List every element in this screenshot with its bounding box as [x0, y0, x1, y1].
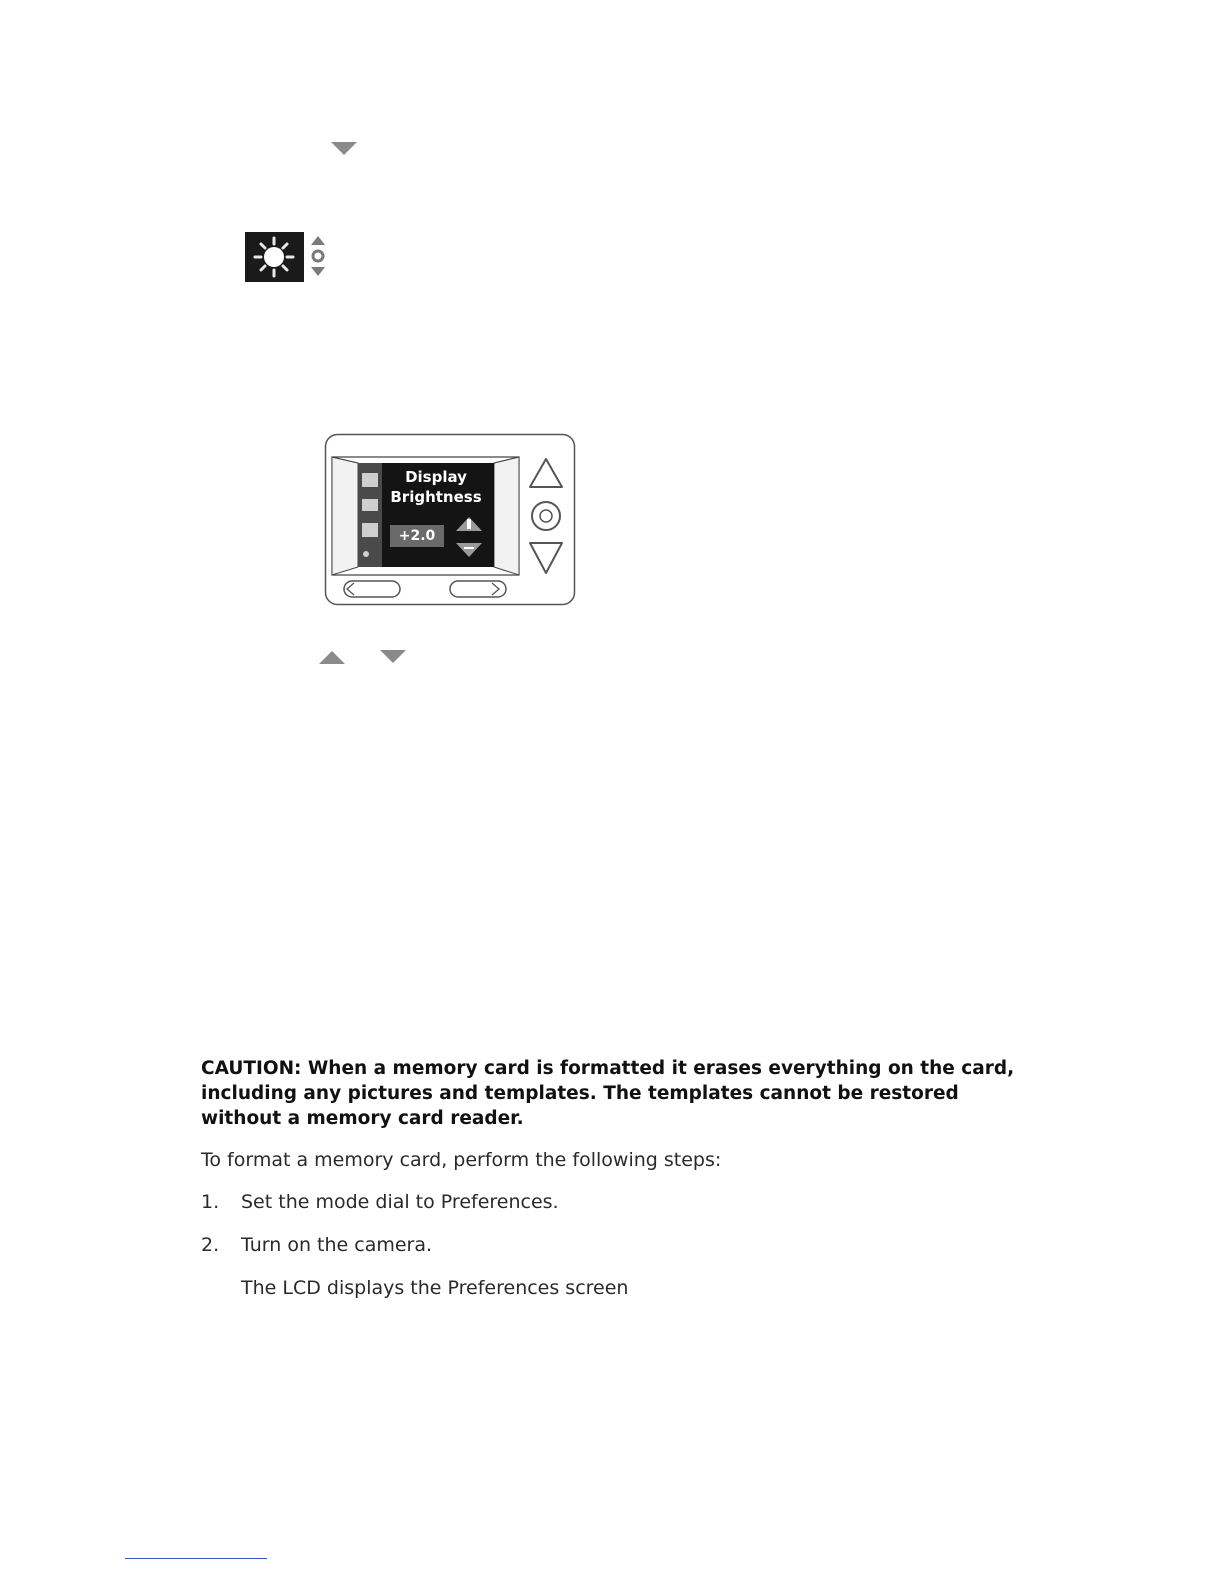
intro-text: To format a memory card, perform the following steps: [201, 1149, 722, 1171]
lcd-display-figure [324, 433, 576, 606]
camera-back-illustration [324, 433, 576, 606]
step2-result-text: The LCD displays the Preferences screen [241, 1277, 629, 1299]
lcd-brightness-value: +2.0 [398, 528, 436, 544]
footer-rule [125, 1558, 267, 1559]
lcd-title-line1: Display [405, 468, 467, 486]
step-text-2: Turn on the camera. [241, 1234, 433, 1256]
brightness-sun-icon [245, 232, 331, 282]
down-arrow-icon [380, 650, 406, 663]
step-text-1: Set the mode dial to Preferences. [241, 1191, 559, 1213]
step-number-2: 2. [201, 1234, 220, 1256]
up-arrow-icon [319, 651, 345, 664]
caution-note: CAUTION: When a memory card is formatted it erases everything on the card, including any pictures and templates. The templates cannot be restored without a memory card reader. [201, 1058, 1015, 1129]
lcd-title-line2: Brightness [390, 488, 482, 506]
step-number-1: 1. [201, 1191, 220, 1213]
lcd-screen-title [384, 467, 488, 507]
brightness-icon-group [245, 232, 331, 282]
down-arrow-icon [331, 142, 357, 155]
